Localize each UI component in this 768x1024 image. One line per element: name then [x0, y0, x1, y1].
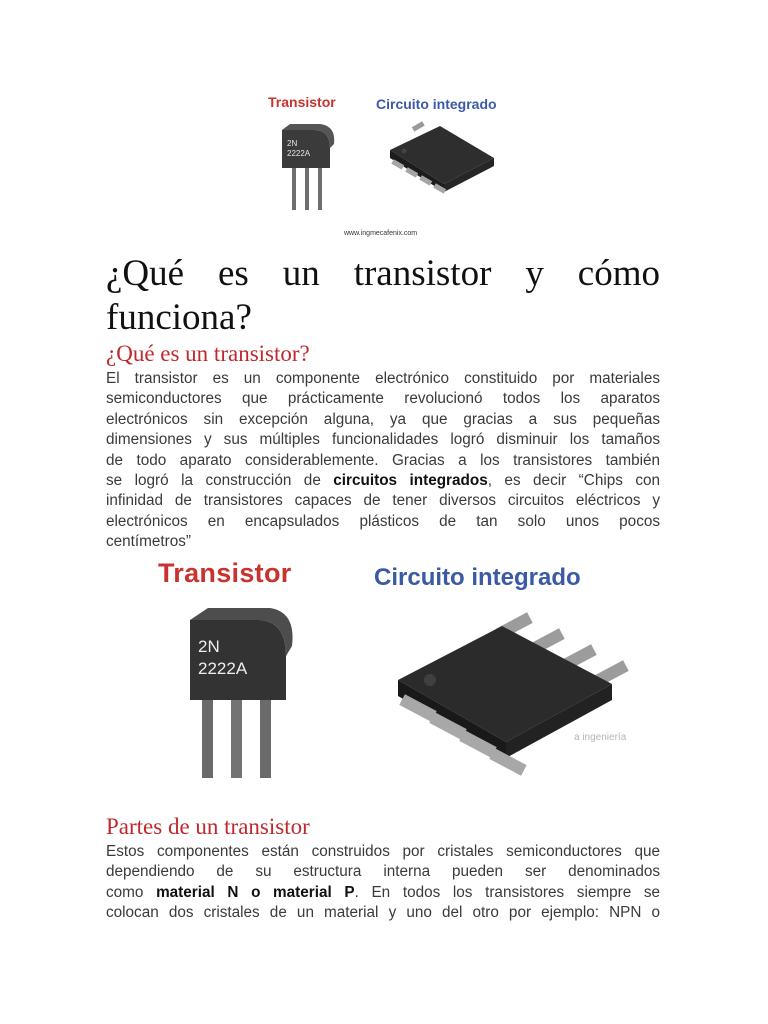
transistor-marking-1: 2N — [287, 139, 298, 148]
transistor-leg — [231, 696, 242, 778]
transistor-marking-1: 2N — [198, 637, 220, 656]
title-line-2: funciona? — [106, 297, 252, 338]
section-paragraph-what-is — [106, 369, 660, 553]
section-heading-what-is: ¿Qué es un transistor? — [106, 341, 310, 366]
bold-term-circuitos-integrados: circuitos integrados — [333, 472, 488, 490]
ic-pin1-dot — [402, 149, 407, 154]
transistor-leg — [318, 164, 322, 210]
transistor-ic-illustration-large — [150, 556, 650, 788]
paragraph-line: colocan dos cristales de un material y uno del otro por ejemplo: NPN o — [106, 904, 660, 922]
transistor-marking-2: 2222A — [198, 659, 248, 678]
section-heading-parts: Partes de un transistor — [106, 814, 310, 839]
paragraph-line: de todo aparato considerablemente. Gracias a los transistores también — [106, 451, 660, 469]
text-run: . En todos los transistores siempre se — [354, 883, 661, 901]
transistor-leg — [305, 166, 309, 210]
bold-term-material-n-p: material N o material P — [156, 883, 355, 901]
figure-label-transistor: Transistor — [158, 558, 292, 588]
text-run: , es decir “Chips con — [487, 472, 661, 490]
ic-pin1-dot — [424, 674, 436, 686]
transistor-ic-illustration-small — [262, 88, 522, 244]
transistor-leg — [260, 692, 271, 778]
figure-transistor-ic-small — [262, 88, 522, 244]
section-paragraph-parts — [106, 842, 660, 924]
watermark-text: a ingeniería — [574, 732, 627, 743]
figure-label-transistor: Transistor — [268, 94, 336, 110]
paragraph-line: semiconductores que prácticamente revolucionó todos los aparatos — [106, 390, 660, 408]
paragraph-line: infinidad de transistores capaces de tener diversos circuitos eléctricos y — [106, 492, 660, 510]
page-title — [106, 252, 660, 340]
text-run: se logró la construcción de — [106, 472, 334, 490]
image-credit: www.ingmecafenix.com — [344, 230, 418, 237]
paragraph-line: electrónicos sin excepción alguna, ya que gracias a sus pequeñas — [106, 410, 660, 428]
paragraph-line: dimensiones y sus múltiples funcionalidades logró disminuir los tamaños — [106, 431, 660, 449]
paragraph-line — [106, 883, 660, 903]
paragraph-line: Estos componentes están construidos por cristales semiconductores que — [106, 843, 660, 860]
text-run: como — [106, 883, 157, 901]
paragraph-line: centímetros” — [106, 533, 192, 551]
paragraph-line: dependiendo de su estructura interna pueden ser denominados — [106, 863, 660, 881]
ic-top — [390, 126, 494, 184]
transistor-marking-2: 2222A — [287, 149, 311, 158]
paragraph-line — [106, 471, 660, 491]
figure-label-ic: Circuito integrado — [376, 96, 497, 112]
figure-label-ic: Circuito integrado — [374, 564, 581, 591]
transistor-leg — [292, 164, 296, 210]
figure-transistor-ic-large — [150, 556, 650, 788]
paragraph-line: El transistor es un componente electrónico constituido por materiales — [106, 370, 660, 387]
transistor-leg — [202, 692, 213, 778]
paragraph-line: electrónicos en encapsulados plásticos de tan solo unos pocos — [106, 512, 660, 530]
title-line-1: ¿Qué es un transistor y cómo — [106, 253, 660, 294]
